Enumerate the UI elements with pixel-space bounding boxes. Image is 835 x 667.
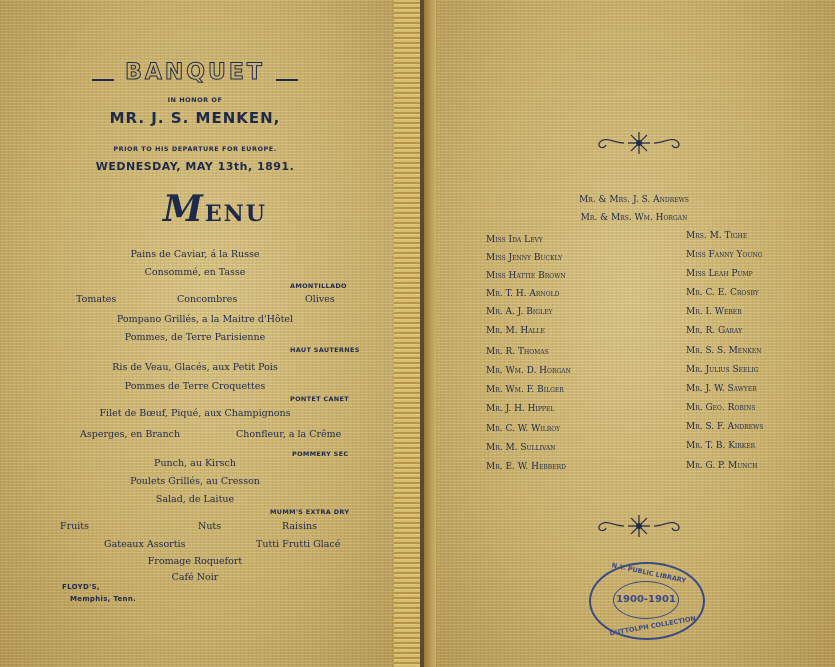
menu-heading	[163, 188, 267, 230]
guest-name: Mr. M. Halle	[486, 326, 545, 336]
banquet-title-text: BANQUET	[125, 60, 265, 85]
wine-item: POMMERY SEC	[292, 450, 349, 458]
menu-item: Consommé, en Tasse	[144, 267, 246, 278]
guest-name: Mr. Wm. F. Bilger	[486, 385, 564, 395]
menu-item: Pompano Grillés, a la Maitre d'Hôtel	[116, 314, 294, 325]
menu-item: Asperges, en Branch	[80, 429, 181, 440]
menu-item: Raisins	[282, 521, 317, 532]
guest-name: Mr. R. Thomas	[486, 347, 549, 357]
wine-item: PONTET CANET	[290, 395, 350, 403]
guest-name: Mr. M. Sullivan	[486, 443, 556, 453]
guest-name: Mr. T. H. Arnold	[486, 289, 560, 299]
guest-name: Mr. T. B. Kirker	[686, 441, 756, 451]
guest-name: Mr. E. W. Hebberd	[486, 462, 566, 472]
guest-name: Mr. J. H. Hippel	[486, 404, 555, 414]
in-honor-text: IN HONOR OF	[167, 96, 223, 104]
banquet-title	[80, 60, 310, 94]
menu-item: Café Noir	[171, 572, 219, 583]
wine-item: AMONTILLADO	[290, 282, 347, 290]
menu-item: Chonfleur, a la Crême	[236, 429, 342, 440]
menu-rest: ENU	[204, 201, 267, 227]
star-ornament-icon	[594, 511, 684, 541]
guest-name: Mr. I. Weber	[686, 307, 742, 317]
menu-item: Fruits	[60, 521, 89, 532]
menu-item: Filet de Bœuf, Piqué, aux Champignons	[99, 408, 291, 419]
guest-name: Mr. Wm. D. Horgan	[486, 366, 571, 376]
host-line: Mr. & Mrs. J. S. Andrews	[579, 195, 689, 205]
guest-name: Mr. S. F. Andrews	[686, 422, 764, 432]
menu-item: Olives	[305, 294, 335, 305]
stamp-top-text: N.Y. PUBLIC LIBRARY	[610, 561, 687, 585]
guest-name: Mr. C. E. Crosby	[686, 288, 759, 298]
honoree-name: MR. J. S. MENKEN,	[109, 109, 281, 127]
menu-item: Tutti Frutti Glacé	[256, 539, 341, 550]
stamp-years: 1900-1901	[613, 581, 679, 619]
occasion-text: PRIOR TO HIS DEPARTURE FOR EUROPE.	[113, 145, 277, 153]
guest-name: Mr. Julius Seelig	[686, 365, 759, 375]
guest-name: Mr. G. P. Munch	[686, 461, 758, 471]
guest-name: Mr. A. J. Bigley	[486, 307, 553, 317]
guest-name: Mr. J. W. Sawyer	[686, 384, 757, 394]
wine-item: HAUT SAUTERNES	[290, 346, 360, 354]
library-stamp	[589, 562, 705, 640]
guest-name: Miss Leah Pump	[686, 269, 753, 279]
menu-item: Concombres	[177, 294, 238, 305]
guest-name: Mr. C. W. Wilroy	[486, 424, 561, 434]
guest-name: Miss Hattie Brown	[486, 271, 566, 281]
guest-name: Miss Ida Levy	[486, 235, 543, 245]
stamp-bottom-text: DUTTOLPH COLLECTION	[608, 614, 697, 638]
menu-item: Pommes, de Terre Parisienne	[124, 332, 266, 343]
menu-item: Fromage Roquefort	[147, 556, 243, 567]
guest-name: Mrs. M. Tighe	[686, 231, 748, 241]
right-guest-page	[424, 0, 835, 667]
menu-item: Ris de Veau, Glacés, aux Petit Pois	[112, 362, 278, 373]
menu-item: Pains de Caviar, á la Russe	[130, 249, 260, 260]
menu-item: Gateaux Assortis	[104, 539, 186, 550]
menu-initial: M	[163, 188, 205, 230]
menu-item: Punch, au Kirsch	[154, 458, 236, 469]
wine-item: MUMM'S EXTRA DRY	[270, 508, 350, 516]
menu-item: Poulets Grillés, au Cresson	[130, 476, 260, 487]
menu-item: Salad, de Laitue	[155, 494, 235, 505]
guest-name: Mr. S. S. Menken	[686, 346, 762, 356]
menu-item: Nuts	[198, 521, 222, 532]
printer-name: FLOYD'S,	[62, 583, 100, 591]
printer-city: Memphis, Tenn.	[70, 595, 137, 603]
menu-item: Tomates	[76, 294, 117, 305]
host-line: Mr. & Mrs. Wm. Horgan	[580, 213, 688, 223]
guest-name: Mr. R. Garay	[686, 326, 743, 336]
guest-name: Miss Fanny Young	[686, 250, 763, 260]
event-date: WEDNESDAY, MAY 13th, 1891.	[95, 160, 295, 173]
star-ornament-icon	[594, 128, 684, 158]
guest-name: Mr. Geo. Robins	[686, 403, 756, 413]
guest-name: Miss Jenny Buckly	[486, 253, 563, 263]
menu-item: Pommes de Terre Croquettes	[124, 381, 266, 392]
